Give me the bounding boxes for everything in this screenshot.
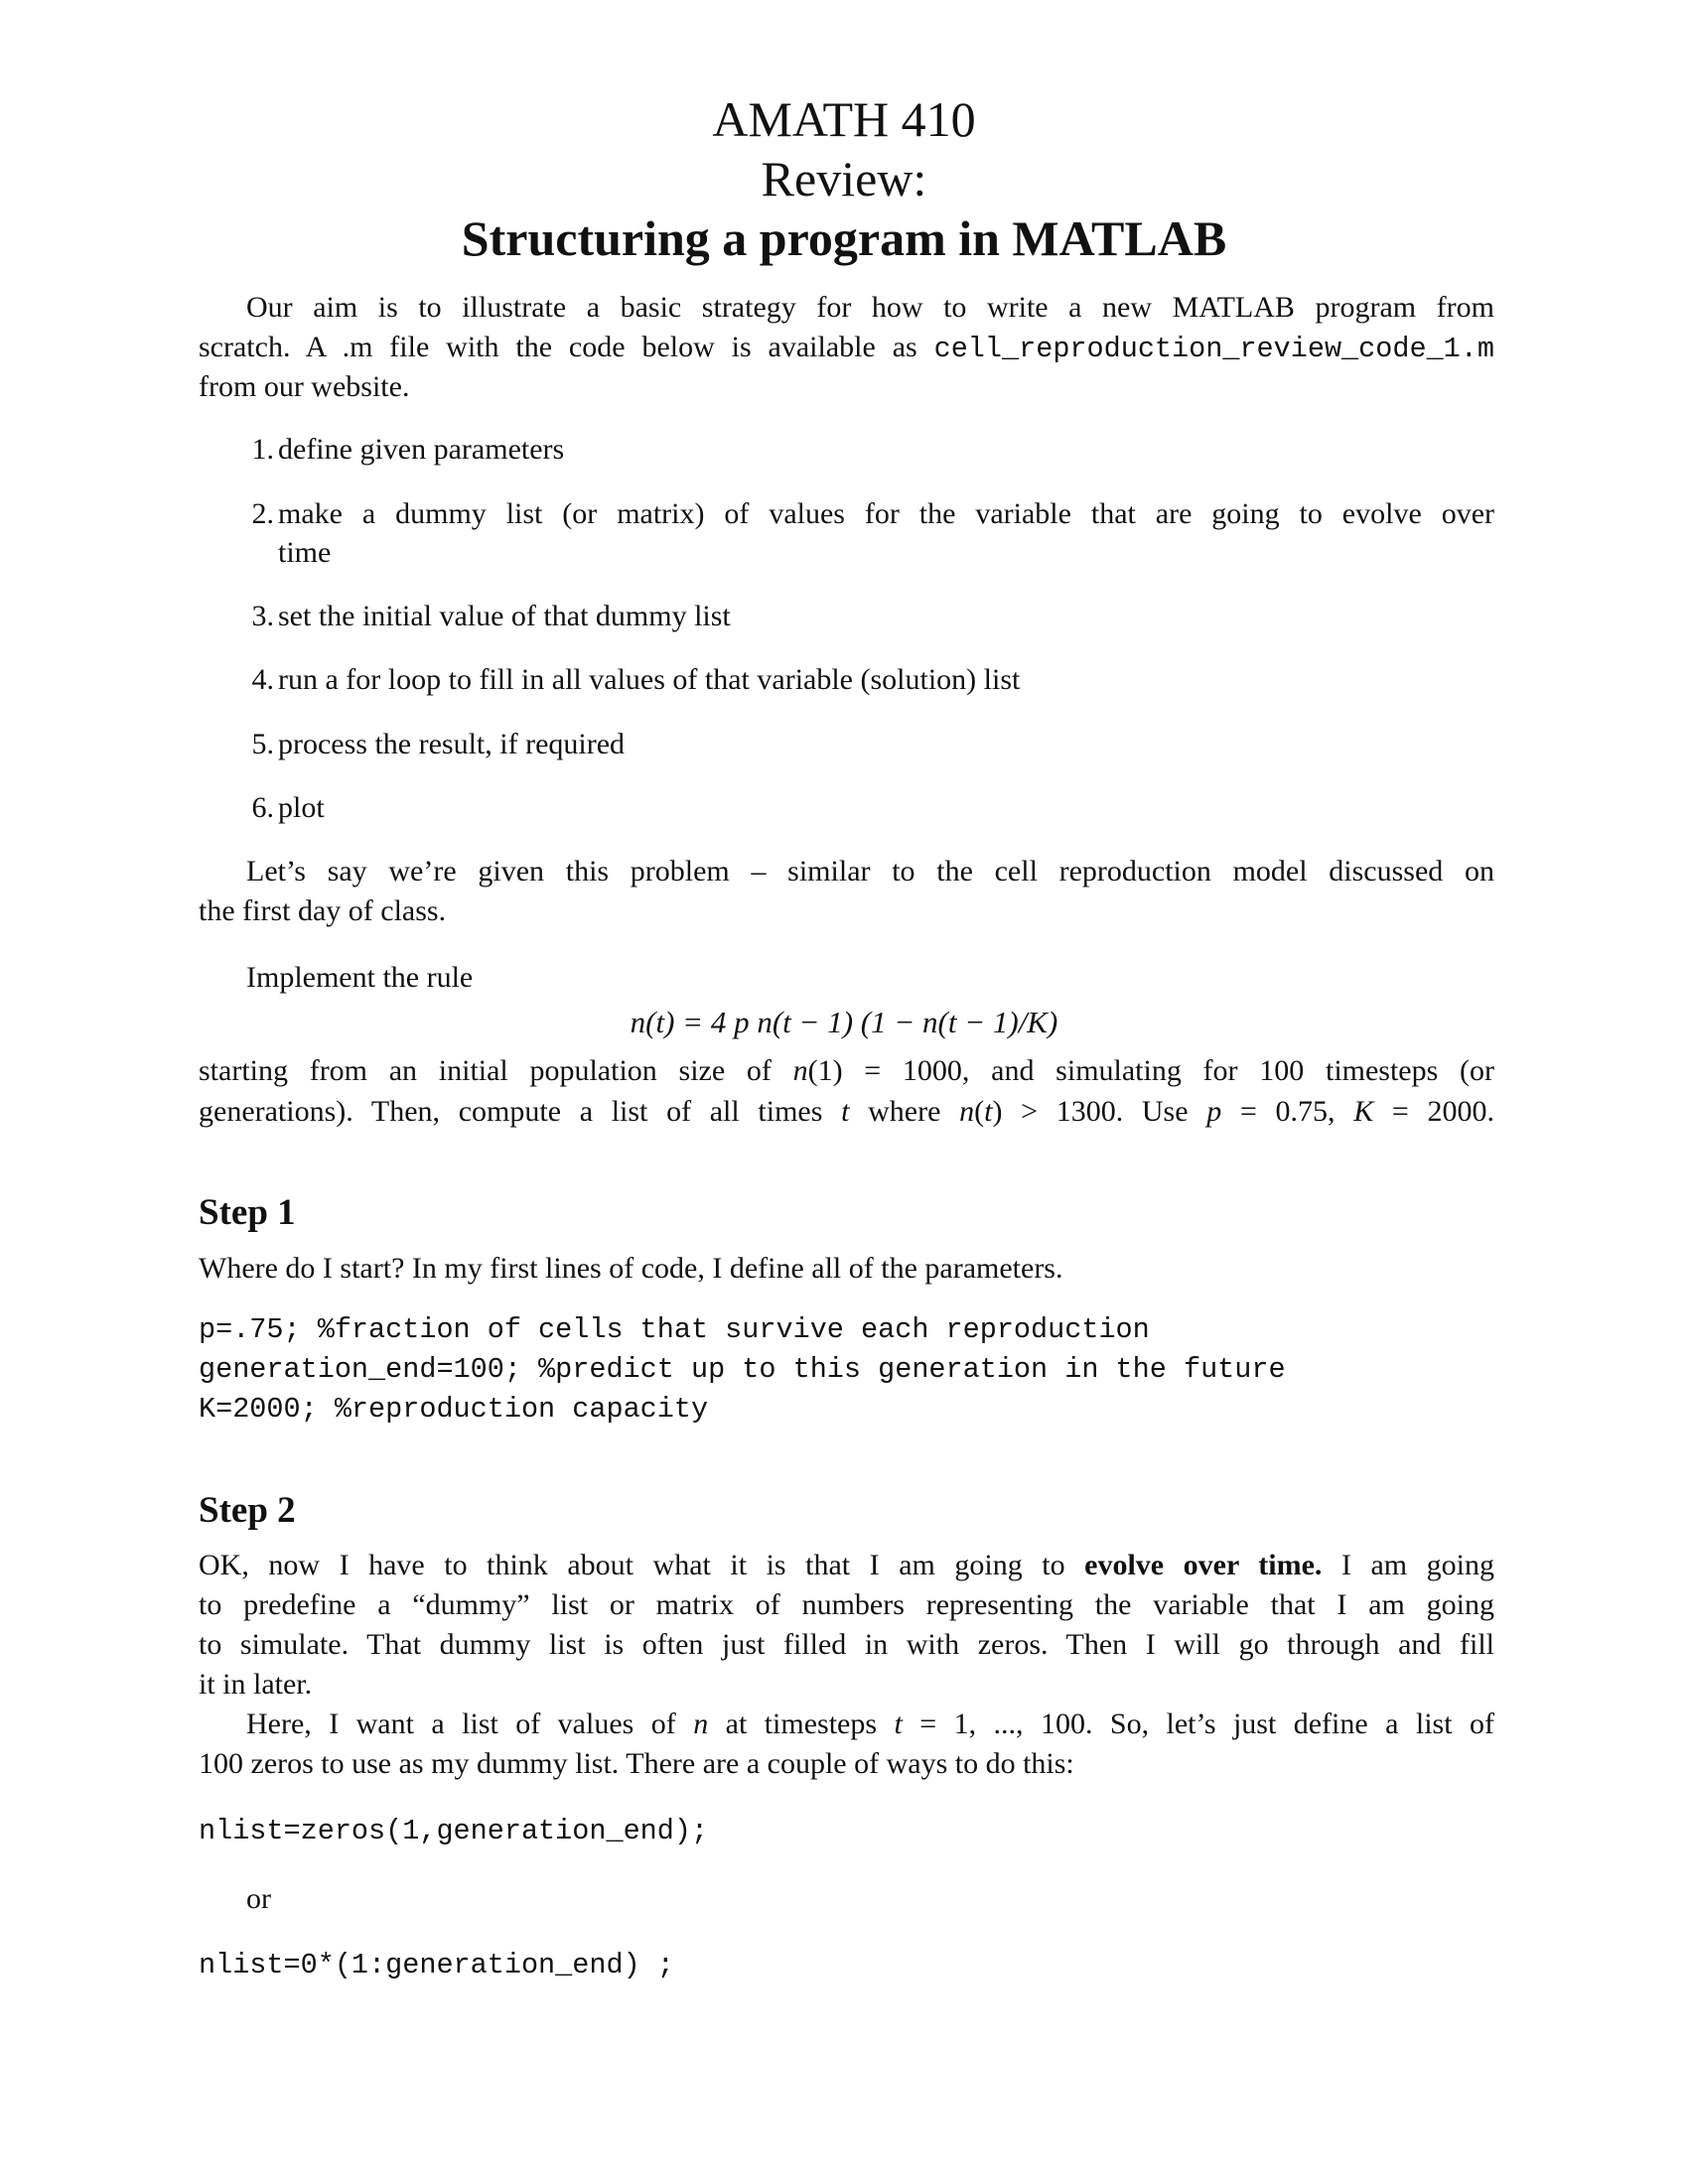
step-2-line-3: [199, 1625, 1494, 1665]
list-item-number: 4.: [251, 663, 274, 696]
page-title: Structuring a program in MATLAB: [461, 210, 1227, 266]
code-line: p=.75; %fraction of cells that survive each reproduction: [199, 1313, 1150, 1346]
math-var: n: [693, 1707, 709, 1740]
list-item: [278, 494, 1494, 534]
text: I am going: [1322, 1549, 1494, 1581]
math-var: t: [984, 1095, 993, 1128]
recurrence-formula: n(t) = 4 p n(t − 1) (1 − n(t − 1)/K): [630, 1005, 1058, 1039]
list-item: set the initial value of that dummy list: [278, 600, 731, 632]
text: OK, now I have to think about what it is that I am going to: [199, 1549, 1085, 1581]
math-var: n: [959, 1095, 975, 1128]
list-item-number: 1.: [251, 433, 274, 466]
math-var: K: [1353, 1095, 1374, 1128]
text: starting from an initial population size of: [199, 1054, 793, 1087]
step-2-heading: Step 2: [199, 1490, 296, 1531]
code-line-zero-times: nlist=0*(1:generation_end) ;: [199, 1949, 674, 1981]
code-filename: cell_reproduction_review_code_1.m: [933, 333, 1494, 365]
text: at timesteps: [708, 1707, 895, 1740]
step-2-para-2-line-1: [246, 1705, 1494, 1744]
problem-desc-line-1: [199, 1051, 1494, 1091]
math-var: p: [1206, 1095, 1222, 1128]
list-item: define given parameters: [278, 433, 565, 466]
list-item: plot: [278, 791, 325, 824]
math-var: t: [841, 1095, 850, 1128]
list-item: run a for loop to fill in all values of that variable (solution) list: [278, 663, 1021, 696]
math-var: t: [894, 1707, 903, 1740]
intro-line-1: [246, 288, 1494, 328]
text: (: [974, 1095, 985, 1128]
text: (1) = 1000, and simulating for 100 timesteps (or: [807, 1054, 1494, 1087]
text: Here, I want a list of values of: [246, 1707, 694, 1740]
text: where: [849, 1095, 960, 1128]
course-title: AMATH 410: [712, 91, 976, 147]
text: = 1, ..., 100. So, let’s just define a list of: [902, 1707, 1494, 1740]
list-item-number: 2.: [251, 497, 274, 530]
intro-line-3: from our website.: [199, 370, 410, 403]
step-1-text: Where do I start? In my first lines of code, I define all of the parameters.: [199, 1252, 1063, 1285]
list-item-text: make a dummy list (or matrix) of values for the variable that are going to evolve over: [278, 497, 1494, 530]
text: to predefine a “dummy” list or matrix of numbers representing the variable that I am going: [199, 1588, 1494, 1621]
review-subtitle: Review:: [761, 151, 927, 206]
problem-line-2: the first day of class.: [199, 894, 447, 927]
text: = 2000.: [1373, 1095, 1494, 1128]
text: generations). Then, compute a list of all times: [199, 1095, 842, 1128]
or-text: or: [246, 1882, 271, 1915]
code-line: generation_end=100; %predict up to this generation in the future: [199, 1353, 1286, 1386]
step-2-line-1: [199, 1546, 1494, 1585]
problem-text: Let’s say we’re given this problem – similar to the cell reproduction model discussed on: [246, 855, 1494, 887]
math-var: n: [792, 1054, 808, 1087]
implement-label: Implement the rule: [246, 961, 474, 994]
step-2-para-2-line-2: 100 zeros to use as my dummy list. There are a couple of ways to do this:: [199, 1747, 1074, 1780]
intro-line-2: [199, 328, 1494, 369]
step-1-heading: Step 1: [199, 1192, 296, 1233]
text: to simulate. That dummy list is often just filled in with zeros. Then I will go through and fill: [199, 1628, 1494, 1661]
problem-desc-line-2: [199, 1092, 1494, 1132]
step-2-line-4: it in later.: [199, 1668, 313, 1701]
list-item-number: 5.: [251, 728, 274, 760]
list-item-number: 3.: [251, 600, 274, 632]
code-line-zeros: nlist=zeros(1,generation_end);: [199, 1815, 709, 1847]
step-2-line-2: [199, 1585, 1494, 1625]
list-item: process the result, if required: [278, 728, 626, 760]
text: = 0.75,: [1221, 1095, 1354, 1128]
intro-text: scratch. A .m file with the code below is available as: [199, 331, 934, 363]
text: ) > 1300. Use: [992, 1095, 1207, 1128]
emphasis-text: evolve over time.: [1084, 1549, 1323, 1581]
problem-line-1: [246, 852, 1494, 891]
list-item-continuation: time: [278, 536, 332, 569]
list-item-number: 6.: [251, 791, 274, 824]
code-line: K=2000; %reproduction capacity: [199, 1393, 709, 1426]
intro-text: Our aim is to illustrate a basic strategy for how to write a new MATLAB program from: [246, 291, 1494, 324]
